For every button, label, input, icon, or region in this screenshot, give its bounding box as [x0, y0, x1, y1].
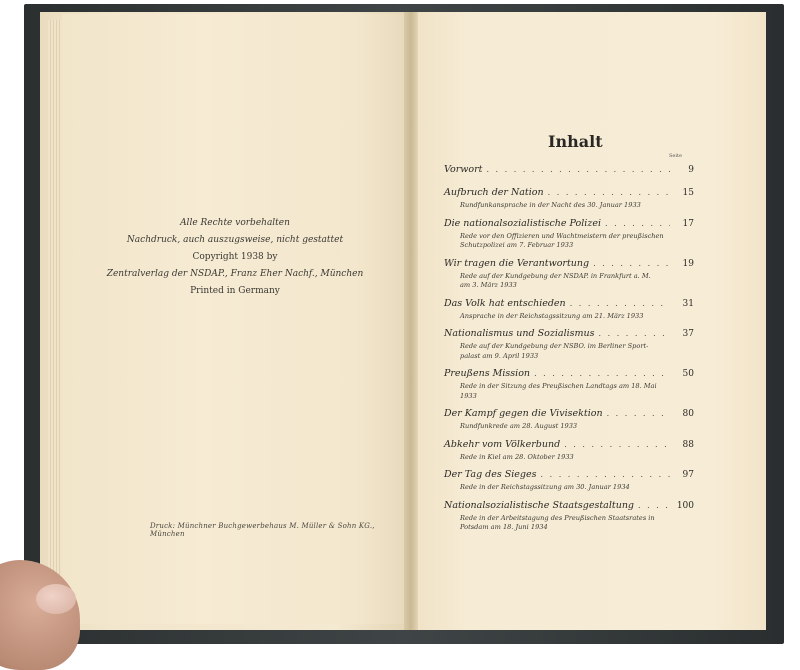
toc-entry-title: Aufbruch der Nation: [444, 187, 544, 198]
imprint-block: [80, 215, 390, 300]
leader-dots: [541, 470, 670, 479]
toc-entry-page: 80: [682, 409, 694, 419]
toc-entry-page: 97: [682, 470, 694, 480]
leader-dots: [564, 440, 670, 449]
toc-entry-title: Abkehr vom Völkerbund: [444, 438, 561, 450]
toc-entry-title: Nationalsozialistische Staatsgestaltung: [444, 499, 635, 511]
toc-entry-page: 88: [682, 439, 694, 450]
copyright-line: Copyright 1938 by: [192, 252, 278, 262]
toc-entry-title: Nationalismus und Sozialismus: [444, 328, 595, 339]
toc-entry-page: 9: [688, 165, 694, 175]
thumbnail-nail: [36, 584, 76, 614]
toc-entry: [444, 218, 694, 251]
toc-entry: [444, 298, 694, 322]
toc-entry-page: 19: [682, 258, 694, 269]
toc-entry-title: Preußens Mission: [444, 368, 531, 379]
toc-entry: [444, 258, 694, 291]
toc-entry-subtitle: Rede vor den Offizieren und Wachtmeistern der preußischen Schutzpolizei am 7. Februar 1933: [460, 231, 664, 249]
toc-entry-title: Der Kampf gegen die Vivisektion: [444, 408, 603, 419]
leader-dots: [599, 329, 670, 338]
toc-entry-subtitle: Rede auf der Kundgebung der NSBO. im Berliner Sport- palast am 9. April 1933: [460, 342, 649, 360]
table-of-contents: [444, 164, 694, 533]
toc-entry-subtitle: Rundfunkrede am 28. August 1933: [460, 422, 578, 430]
toc-entry: [444, 368, 694, 401]
toc-entry-page: 100: [676, 500, 694, 511]
toc-entry-page: 37: [682, 329, 694, 339]
rights-line: Alle Rechte vorbehalten: [180, 218, 290, 228]
printer-line: Druck: Münchner Buchgewerbehaus M. Müller & Sohn KG., München: [150, 522, 375, 538]
toc-entry-title: Das Volk hat entschieden: [444, 297, 566, 309]
toc-entry: [444, 164, 694, 178]
leader-dots: [548, 188, 670, 197]
leader-dots: [534, 369, 670, 378]
toc-entry: [444, 469, 694, 493]
toc-entry: [444, 439, 694, 463]
toc-entry-subtitle: Ansprache in der Reichstagssitzung am 21. März 1933: [460, 311, 644, 320]
toc-entry: [444, 500, 694, 533]
toc-entry-page: 31: [682, 298, 694, 309]
reprint-line: Nachdruck, auch auszugsweise, nicht gestattet: [126, 235, 344, 245]
toc-entry-subtitle: Rede auf der Kundgebung der NSDAP. in Frankfurt a. M. am 3. März 1933: [460, 271, 651, 289]
leader-dots: [593, 259, 670, 268]
leader-dots: [605, 219, 670, 228]
printed-in-line: Printed in Germany: [190, 286, 280, 296]
publisher-line: Zentralverlag der NSDAP., Franz Eher Nachf., München: [106, 269, 364, 279]
toc-entry-page: 17: [682, 218, 694, 229]
toc-entry-subtitle: Rede in der Sitzung des Preußischen Landtags am 18. Mai 1933: [460, 382, 657, 400]
toc-entry-title: Die nationalsozialistische Polizei: [444, 217, 602, 229]
leader-dots: [486, 165, 670, 174]
toc-entry: [444, 328, 694, 361]
toc-entry-title: Der Tag des Sieges: [444, 469, 537, 480]
toc-entry-subtitle: Rede in der Reichstagssitzung am 30. Januar 1934: [460, 483, 630, 491]
toc-entry-subtitle: Rede in der Arbeitstagung des Preußischen Staatsrates in Potsdam am 18. Juni 1934: [460, 513, 655, 531]
toc-entry: [444, 187, 694, 211]
toc-entry-page: 50: [682, 369, 694, 379]
leader-dots: [570, 299, 670, 308]
toc-entry-title: Wir tragen die Verantwortung: [444, 257, 590, 269]
toc-entry-subtitle: Rede in Kiel am 28. Oktober 1933: [460, 452, 574, 461]
toc-entry-page: 15: [682, 188, 694, 198]
toc-entry-title: Vorwort: [444, 164, 483, 175]
leader-dots: [607, 409, 670, 418]
toc-entry-subtitle: Rundfunkansprache in der Nacht des 30. Januar 1933: [460, 201, 641, 209]
contents-title: Inhalt: [548, 132, 603, 151]
leader-dots: [638, 501, 670, 510]
toc-entry: [444, 408, 694, 432]
page-column-label: Seite: [669, 153, 682, 159]
